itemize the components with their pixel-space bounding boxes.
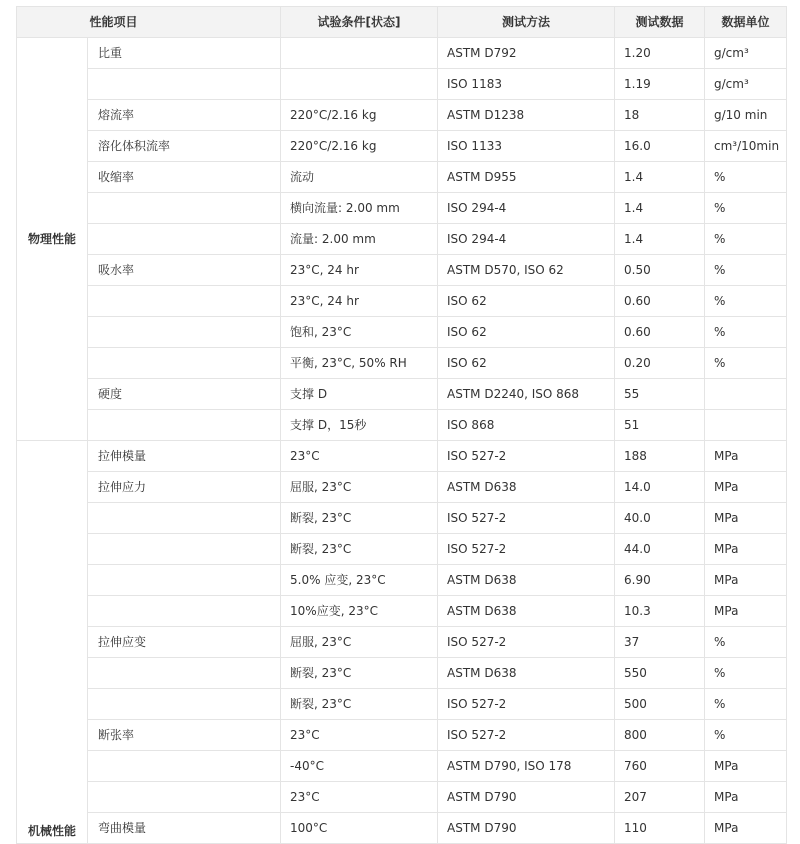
table-row (17, 162, 787, 193)
cell-value: 6.90 (615, 565, 705, 596)
table-row (17, 472, 787, 503)
table-row (17, 441, 787, 472)
cell-property: 收缩率 (88, 162, 281, 193)
cell-condition: 23°C, 24 hr (281, 255, 438, 286)
cell-unit: MPa (705, 565, 787, 596)
cell-method: ASTM D790 (438, 782, 615, 813)
cell-unit: % (705, 689, 787, 720)
cell-property: 拉伸应力 (88, 472, 281, 503)
cell-condition: 流动 (281, 162, 438, 193)
header-condition: 试验条件[状态] (281, 7, 438, 38)
table-row (17, 410, 787, 441)
cell-value: 37 (615, 627, 705, 658)
cell-method: ISO 527-2 (438, 720, 615, 751)
cell-value: 188 (615, 441, 705, 472)
cell-method: ASTM D1238 (438, 100, 615, 131)
cell-method: ASTM D638 (438, 658, 615, 689)
cell-condition: 断裂, 23°C (281, 658, 438, 689)
cell-unit: % (705, 286, 787, 317)
cell-condition (281, 69, 438, 100)
cell-method: ISO 868 (438, 410, 615, 441)
cell-condition: 饱和, 23°C (281, 317, 438, 348)
cell-method: ISO 62 (438, 317, 615, 348)
cell-method: ISO 527-2 (438, 534, 615, 565)
cell-condition: 23°C (281, 782, 438, 813)
cell-property (88, 193, 281, 224)
cell-condition: 23°C, 24 hr (281, 286, 438, 317)
cell-unit: % (705, 348, 787, 379)
cell-method: ASTM D2240, ISO 868 (438, 379, 615, 410)
cell-value: 55 (615, 379, 705, 410)
cell-method: ASTM D570, ISO 62 (438, 255, 615, 286)
cell-condition: 10%应变, 23°C (281, 596, 438, 627)
table-row (17, 782, 787, 813)
cell-property (88, 410, 281, 441)
cell-unit: % (705, 317, 787, 348)
cell-value: 40.0 (615, 503, 705, 534)
cell-property: 拉伸模量 (88, 441, 281, 472)
cell-property (88, 596, 281, 627)
category-mechanical: 机械性能 (17, 441, 88, 844)
cell-value: 51 (615, 410, 705, 441)
table-row (17, 503, 787, 534)
cell-value: 500 (615, 689, 705, 720)
cell-property (88, 348, 281, 379)
cell-property (88, 503, 281, 534)
category-physical: 物理性能 (17, 38, 88, 441)
cell-unit: % (705, 720, 787, 751)
table-row (17, 348, 787, 379)
header-row (17, 7, 787, 38)
cell-condition (281, 38, 438, 69)
cell-property (88, 658, 281, 689)
cell-method: ASTM D792 (438, 38, 615, 69)
cell-unit: % (705, 627, 787, 658)
table-row (17, 720, 787, 751)
cell-method: ASTM D638 (438, 596, 615, 627)
cell-method: ISO 1183 (438, 69, 615, 100)
cell-condition: 横向流量: 2.00 mm (281, 193, 438, 224)
cell-method: ISO 527-2 (438, 627, 615, 658)
cell-value: 10.3 (615, 596, 705, 627)
table-row (17, 379, 787, 410)
table-row (17, 286, 787, 317)
cell-method: ASTM D790, ISO 178 (438, 751, 615, 782)
cell-unit: g/10 min (705, 100, 787, 131)
cell-condition: 23°C (281, 720, 438, 751)
cell-method: ASTM D790 (438, 813, 615, 844)
table-row (17, 813, 787, 844)
cell-condition: -40°C (281, 751, 438, 782)
cell-unit: MPa (705, 782, 787, 813)
cell-property: 熔流率 (88, 100, 281, 131)
cell-unit: MPa (705, 503, 787, 534)
table-row (17, 751, 787, 782)
table-row (17, 565, 787, 596)
cell-unit: g/cm³ (705, 38, 787, 69)
cell-property (88, 534, 281, 565)
cell-value: 0.20 (615, 348, 705, 379)
cell-value: 14.0 (615, 472, 705, 503)
cell-property: 吸水率 (88, 255, 281, 286)
cell-value: 0.50 (615, 255, 705, 286)
cell-value: 760 (615, 751, 705, 782)
cell-unit: % (705, 255, 787, 286)
cell-method: ISO 527-2 (438, 441, 615, 472)
table-row (17, 131, 787, 162)
table-row (17, 100, 787, 131)
cell-condition: 支撑 D，15秒 (281, 410, 438, 441)
table-row (17, 596, 787, 627)
cell-property: 拉伸应变 (88, 627, 281, 658)
cell-value: 207 (615, 782, 705, 813)
cell-condition: 断裂, 23°C (281, 534, 438, 565)
cell-unit: % (705, 162, 787, 193)
cell-method: ISO 527-2 (438, 503, 615, 534)
cell-condition: 100°C (281, 813, 438, 844)
table-row (17, 534, 787, 565)
cell-value: 110 (615, 813, 705, 844)
cell-condition: 屈服, 23°C (281, 472, 438, 503)
cell-property: 弯曲模量 (88, 813, 281, 844)
table-row (17, 627, 787, 658)
cell-unit: g/cm³ (705, 69, 787, 100)
cell-condition: 5.0% 应变, 23°C (281, 565, 438, 596)
cell-method: ISO 1133 (438, 131, 615, 162)
cell-condition: 220°C/2.16 kg (281, 131, 438, 162)
cell-unit: MPa (705, 813, 787, 844)
cell-unit: MPa (705, 441, 787, 472)
cell-property (88, 689, 281, 720)
header-method: 测试方法 (438, 7, 615, 38)
cell-property (88, 69, 281, 100)
header-value: 测试数据 (615, 7, 705, 38)
cell-method: ISO 62 (438, 348, 615, 379)
cell-method: ISO 527-2 (438, 689, 615, 720)
cell-unit: MPa (705, 534, 787, 565)
cell-property (88, 317, 281, 348)
cell-method: ISO 294-4 (438, 224, 615, 255)
table-row (17, 658, 787, 689)
cell-value: 550 (615, 658, 705, 689)
cell-property (88, 565, 281, 596)
cell-value: 0.60 (615, 286, 705, 317)
header-unit: 数据单位 (705, 7, 787, 38)
cell-property (88, 224, 281, 255)
cell-value: 0.60 (615, 317, 705, 348)
cell-condition: 流量: 2.00 mm (281, 224, 438, 255)
cell-property: 溶化体积流率 (88, 131, 281, 162)
cell-property (88, 751, 281, 782)
table-body (17, 38, 787, 844)
cell-unit: MPa (705, 751, 787, 782)
cell-condition: 断裂, 23°C (281, 689, 438, 720)
table-row (17, 224, 787, 255)
cell-method: ASTM D955 (438, 162, 615, 193)
cell-unit: % (705, 224, 787, 255)
cell-unit (705, 410, 787, 441)
cell-value: 800 (615, 720, 705, 751)
cell-condition: 平衡, 23°C, 50% RH (281, 348, 438, 379)
cell-value: 1.19 (615, 69, 705, 100)
cell-method: ISO 294-4 (438, 193, 615, 224)
cell-unit (705, 379, 787, 410)
cell-value: 1.4 (615, 224, 705, 255)
cell-condition: 支撑 D (281, 379, 438, 410)
properties-table (16, 6, 787, 844)
cell-property (88, 782, 281, 813)
cell-value: 44.0 (615, 534, 705, 565)
header-property: 性能项目 (17, 7, 281, 38)
cell-unit: MPa (705, 472, 787, 503)
cell-unit: cm³/10min (705, 131, 787, 162)
cell-value: 1.4 (615, 162, 705, 193)
table-row (17, 689, 787, 720)
table-row (17, 38, 787, 69)
cell-method: ASTM D638 (438, 565, 615, 596)
cell-value: 1.20 (615, 38, 705, 69)
cell-method: ISO 62 (438, 286, 615, 317)
cell-value: 1.4 (615, 193, 705, 224)
cell-condition: 220°C/2.16 kg (281, 100, 438, 131)
cell-unit: % (705, 658, 787, 689)
cell-method: ASTM D638 (438, 472, 615, 503)
cell-unit: MPa (705, 596, 787, 627)
cell-property: 比重 (88, 38, 281, 69)
cell-property: 断张率 (88, 720, 281, 751)
cell-property (88, 286, 281, 317)
table-row (17, 69, 787, 100)
cell-value: 18 (615, 100, 705, 131)
cell-value: 16.0 (615, 131, 705, 162)
cell-condition: 屈服, 23°C (281, 627, 438, 658)
table-row (17, 317, 787, 348)
cell-condition: 断裂, 23°C (281, 503, 438, 534)
table-row (17, 193, 787, 224)
cell-unit: % (705, 193, 787, 224)
cell-condition: 23°C (281, 441, 438, 472)
cell-property: 硬度 (88, 379, 281, 410)
table-row (17, 255, 787, 286)
